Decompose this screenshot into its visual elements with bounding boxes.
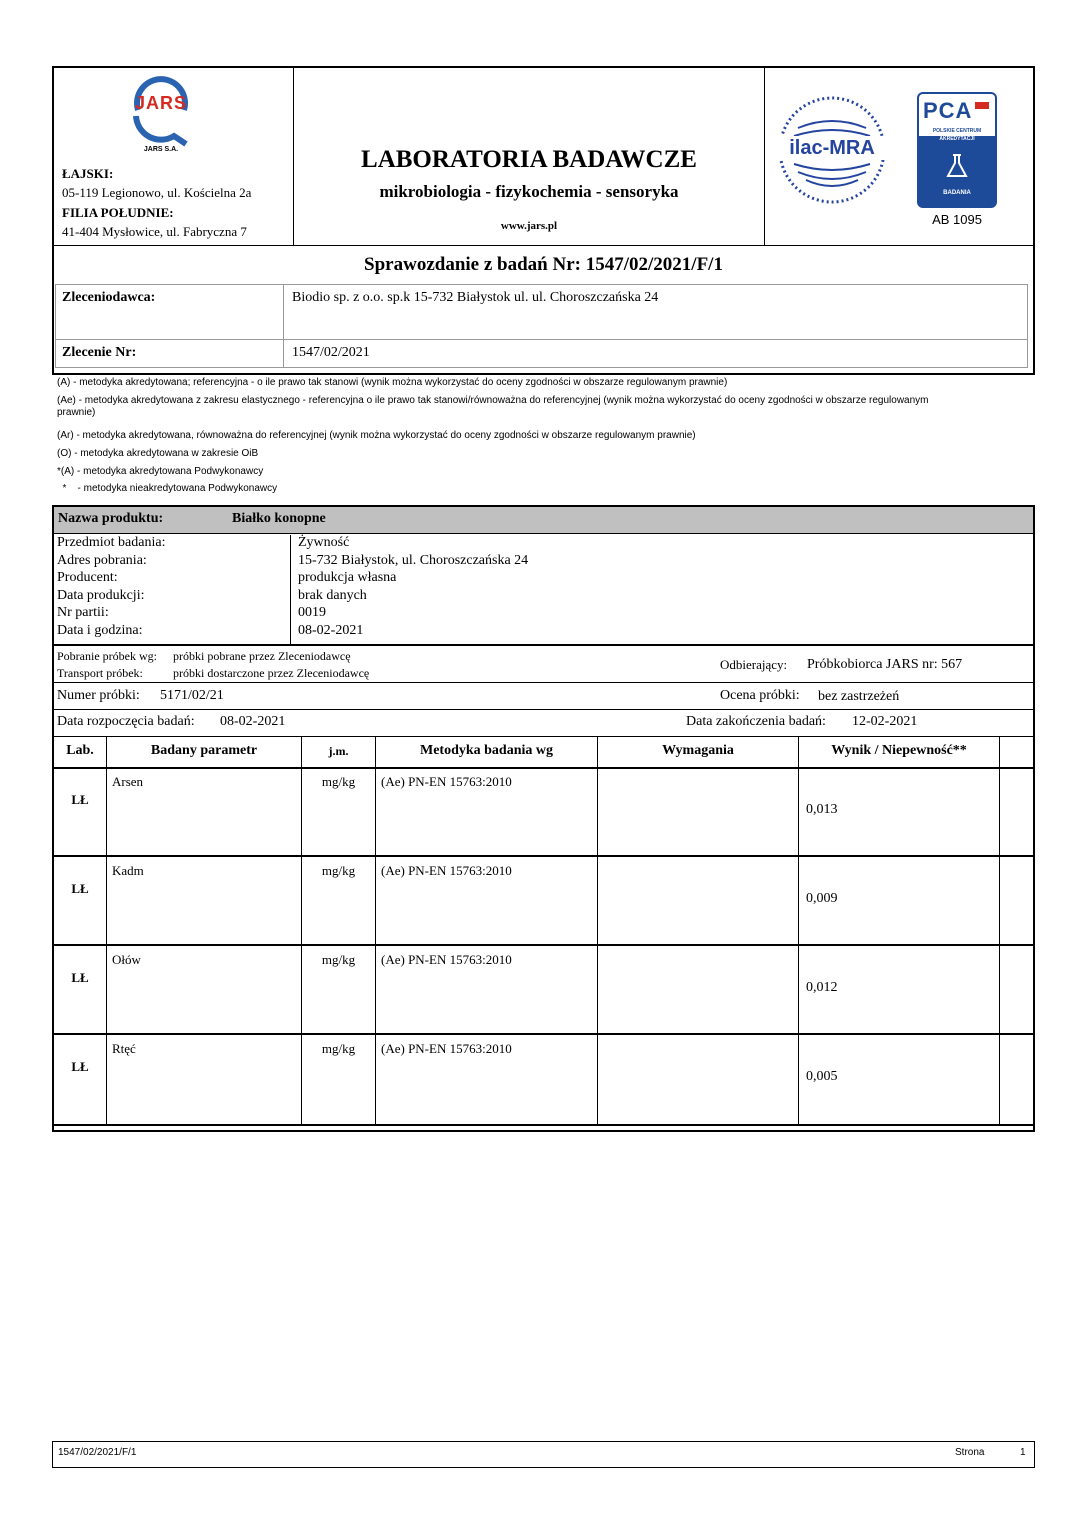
jars-logo-icon (128, 70, 194, 158)
detail-label: Data i godzina: (57, 623, 143, 638)
sampling-label: Pobranie próbek wg: (57, 649, 157, 663)
detail-label: Adres pobrania: (57, 552, 147, 568)
lab-title: LABORATORIA BADAWCZE (361, 146, 697, 173)
pca-line1: POLSKIE CENTRUM (932, 128, 982, 134)
order-value: 1547/02/2021 (292, 345, 370, 360)
flask-icon (943, 152, 971, 180)
office2-label: FILIA POŁUDNIE: (62, 205, 174, 220)
client-label: Zleceniodawca: (62, 290, 156, 305)
pca-badania: BADANIA (943, 190, 971, 196)
detail-value: Żywność (298, 535, 350, 550)
pca-text: PCA (923, 98, 973, 123)
note-a: (A) - metodyka akredytowana; referencyjna - o ile prawo tak stanowi (wynik można wykorzystać do oceny zgodności w obszarze regulowanym prawnie) (57, 377, 728, 388)
end-date-label: Data zakończenia badań: (686, 714, 826, 729)
sample-no-value: 5171/02/21 (160, 688, 224, 703)
product-name-label: Nazwa produktu: (58, 511, 164, 526)
assessment-label: Ocena próbki: (720, 688, 800, 703)
col-lab: Lab. (66, 743, 94, 758)
office1-label: ŁAJSKI: (62, 166, 114, 181)
note-sub-na: * - metodyka nieakredytowana Podwykonawcy (57, 483, 278, 494)
row-result: 0,012 (806, 980, 838, 995)
row-result: 0,013 (806, 802, 838, 817)
detail-value: 08-02-2021 (298, 623, 364, 638)
row-method: (Ae) PN-EN 15763:2010 (381, 774, 512, 789)
jars-logo-text: JARS (134, 93, 187, 113)
row-unit: mg/kg (321, 863, 356, 878)
receiver-label: Odbierający: (720, 657, 788, 672)
receiver-value: Próbkobiorca JARS nr: 567 (807, 657, 963, 672)
col-result: Wynik / Niepewność** (831, 743, 967, 758)
row-method: (Ae) PN-EN 15763:2010 (381, 1041, 512, 1056)
lab-subtitle: mikrobiologia - fizykochemia - sensoryka (379, 182, 679, 201)
start-date-value: 08-02-2021 (220, 714, 286, 729)
pca-line2: AKREDYTACJI (939, 136, 975, 142)
col-parameter: Badany parametr (150, 743, 258, 758)
detail-label: Data produkcji: (57, 587, 145, 603)
row-lab: LŁ (71, 792, 89, 807)
row-unit: mg/kg (321, 774, 356, 789)
detail-value: 15-732 Białystok, ul. Choroszczańska 24 (298, 552, 529, 568)
assessment-value: bez zastrzeżeń (818, 689, 900, 704)
transport-value: próbki dostarczone przez Zleceniodawcę (173, 666, 370, 680)
client-value: Biodio sp. z o.o. sp.k 15-732 Białystok ul. ul. Choroszczańska 24 (292, 290, 659, 305)
row-unit: mg/kg (321, 952, 356, 967)
row-parameter: Arsen (112, 774, 144, 789)
detail-label: Przedmiot badania: (57, 535, 166, 550)
row-parameter: Ołów (112, 952, 141, 967)
office1-address: 05-119 Legionowo, ul. Kościelna 2a (62, 185, 252, 200)
accreditation-number: AB 1095 (932, 212, 982, 227)
row-method: (Ae) PN-EN 15763:2010 (381, 952, 512, 967)
row-lab: LŁ (71, 1059, 89, 1074)
detail-value: brak danych (298, 587, 367, 603)
row-result: 0,009 (806, 891, 838, 906)
order-label: Zlecenie Nr: (62, 345, 137, 360)
note-ar: (Ar) - metodyka akredytowana, równoważna do referencyjnej (wynik można wykorzystać do oceny zgodności w obszarze regulowanym prawnie) (57, 430, 696, 441)
note-sub-a: *(A) - metodyka akredytowana Podwykonawcy (57, 466, 264, 477)
jars-company: JARS S.A. (143, 146, 179, 153)
ilac-logo (776, 94, 888, 206)
transport-label: Transport próbek: (57, 666, 143, 680)
row-lab: LŁ (71, 970, 89, 985)
row-lab: LŁ (71, 881, 89, 896)
end-date-value: 12-02-2021 (852, 714, 918, 729)
start-date-label: Data rozpoczęcia badań: (57, 714, 195, 729)
product-name-value: Białko konopne (232, 511, 326, 526)
footer-page-label: Strona (955, 1447, 985, 1458)
footer-page-no: 1 (1020, 1447, 1026, 1458)
row-result: 0,005 (806, 1069, 838, 1084)
note-o: (O) - metodyka akredytowana w zakresie OiB (57, 448, 259, 459)
office2-address: 41-404 Mysłowice, ul. Fabryczna 7 (62, 224, 247, 239)
detail-label: Nr partii: (57, 605, 109, 621)
col-method: Metodyka badania wg (419, 743, 554, 758)
detail-value: 0019 (298, 605, 326, 621)
lab-website[interactable]: www.jars.pl (500, 220, 558, 232)
row-method: (Ae) PN-EN 15763:2010 (381, 863, 512, 878)
footer-box (52, 1441, 1035, 1468)
sampling-value: próbki pobrane przez Zleceniodawcę (173, 649, 351, 663)
report-title: Sprawozdanie z badań Nr: 1547/02/2021/F/1 (364, 254, 723, 275)
row-parameter: Rtęć (112, 1041, 136, 1056)
jars-logo (128, 70, 194, 158)
product-box (52, 505, 1035, 1132)
sample-no-label: Numer próbki: (57, 688, 140, 703)
pca-logo (917, 92, 997, 208)
detail-value: produkcja własna (298, 570, 397, 586)
row-unit: mg/kg (321, 1041, 356, 1056)
col-unit: j.m. (328, 744, 349, 758)
note-ae: (Ae) - metodyka akredytowana z zakresu elastycznego - referencyjna o ile prawo tak stanowi/równoważna do referencyjnej (wynik można wykorzystać do oceny zgodności w obszarze regulowanym prawnie) (57, 395, 929, 418)
ilac-text: ilac-MRA (776, 136, 888, 160)
row-parameter: Kadm (112, 863, 144, 878)
col-requirement: Wymagania (662, 743, 734, 758)
footer-report-no: 1547/02/2021/F/1 (58, 1447, 137, 1458)
detail-label: Producent: (57, 570, 118, 586)
